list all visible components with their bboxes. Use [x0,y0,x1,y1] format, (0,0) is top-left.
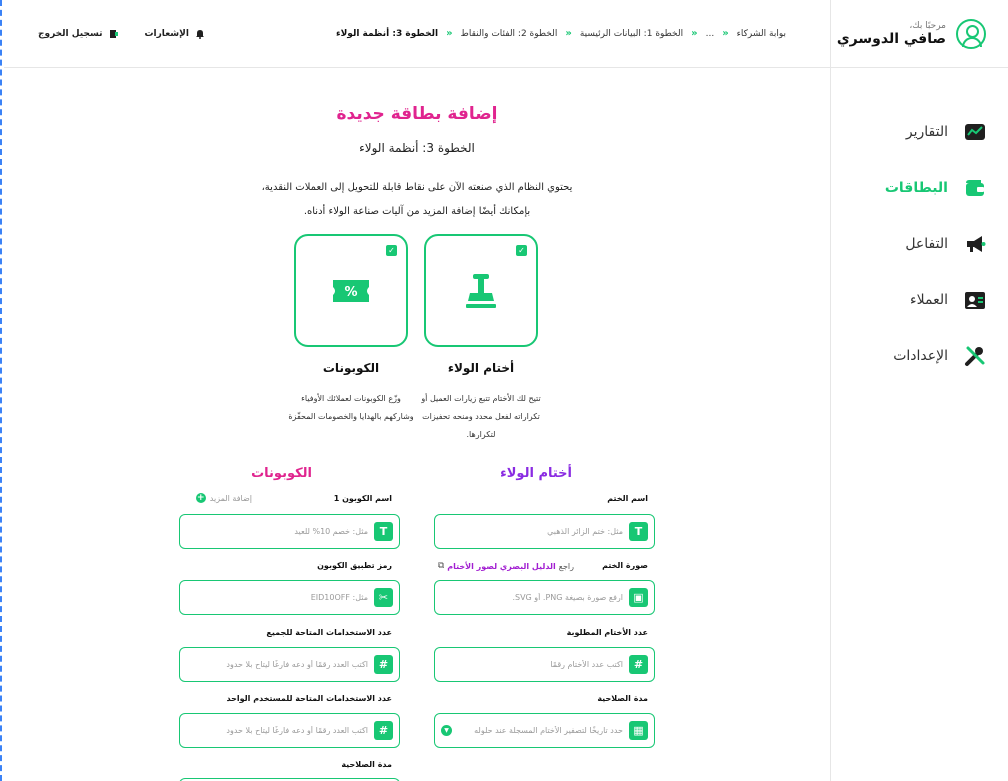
stamp-name-input[interactable] [441,527,629,536]
sidebar-item-settings[interactable] [831,328,1008,384]
coupon-name-field[interactable] [179,514,400,549]
stamp-icon [461,271,501,311]
add-more-button[interactable] [196,493,252,503]
coupons-option-title: الكوبونات [322,361,380,375]
hash-icon: # [374,655,393,674]
coupons-option-description: وزّع الكوبونات لعملائك الأوفياء وشاركهم بالهدايا والخصومات المحفّزة [288,394,414,421]
add-more-label: إضافة المزيد [209,493,252,503]
user-profile[interactable] [831,0,1008,68]
coupon-uses-all-label: عدد الاستخدامات المتاحة للجميع [266,628,392,637]
sidebar-item-reports[interactable] [831,104,1008,160]
stamps-option-card[interactable] [424,234,538,347]
stamp-image-label: صورة الختم [602,561,648,570]
customers-icon [964,289,986,311]
megaphone-icon [964,233,986,255]
stamp-image-field[interactable] [434,580,655,615]
breadcrumb [336,28,786,39]
visual-guide-link[interactable]: الدليل البصري لصور الأختام [447,561,556,571]
sidebar-item-label: التقارير [905,124,948,140]
coupon-name-input[interactable] [186,527,374,536]
stamp-name-field[interactable] [434,514,655,549]
coupon-code-label: رمز تطبيق الكوبون [317,561,392,570]
coupon-name-label: اسم الكوبون 1 [333,494,392,503]
stamps-option-title: أختام الولاء [447,361,515,375]
reports-icon [964,121,986,143]
coupon-validity-label: مدة الصلاحية [341,760,392,769]
bell-icon [195,29,205,39]
chevron-left-icon: « [446,28,453,39]
scissors-icon: ✂ [374,588,393,607]
user-avatar-icon [956,19,986,49]
tools-icon [964,345,986,367]
sidebar [830,0,1008,781]
sidebar-item-label: البطاقات [884,180,948,196]
text-format-icon: T [629,522,648,541]
user-greeting: مرحبًا بك، [909,20,946,31]
plus-icon: + [196,493,205,503]
hash-icon: # [374,721,393,740]
breadcrumb-item[interactable]: الخطوة 1: البيانات الرئيسية [579,28,684,39]
sidebar-item-label: التفاعل [905,236,948,252]
chevron-left-icon: « [722,28,729,39]
main-content [4,68,830,781]
sidebar-item-cards[interactable] [831,160,1008,216]
intro-text [4,176,830,224]
coupon-uses-user-input[interactable] [186,726,374,735]
visual-guide-row [438,561,574,571]
logout-button[interactable] [38,29,119,39]
coupon-code-input[interactable] [186,593,374,602]
guide-prefix: راجع [558,561,574,571]
chevron-left-icon: « [565,28,572,39]
svg-text:%: % [344,284,358,300]
stamp-count-input[interactable] [441,660,629,669]
sidebar-item-label: العملاء [910,292,948,308]
notifications-label: الإشعارات [144,28,189,39]
coupons-section-title: الكوبونات [251,466,312,481]
coupons-option-card[interactable] [294,234,408,347]
wallet-icon [964,177,986,199]
coupon-icon [331,278,371,304]
checkbox-checked-icon[interactable]: ✓ [516,245,527,256]
stamp-image-input[interactable] [441,593,629,602]
stamp-validity-label: مدة الصلاحية [597,694,648,703]
top-actions [38,29,205,39]
logout-label: تسجيل الخروج [38,28,103,39]
page-title: إضافة بطاقة جديدة [336,104,498,124]
notifications-button[interactable] [145,29,205,39]
stamp-validity-field[interactable] [434,713,655,748]
breadcrumb-item[interactable]: بوابة الشركاء [736,28,786,39]
stamps-section-title: أختام الولاء [500,466,572,481]
coupon-uses-all-input[interactable] [186,660,374,669]
top-bar [4,0,830,68]
stamp-count-label: عدد الأختام المطلوبة [566,628,648,637]
coupon-uses-user-label: عدد الاستخدامات المتاحة للمستخدم الواحد [226,694,392,703]
sidebar-item-customers[interactable] [831,272,1008,328]
breadcrumb-item[interactable]: ... [705,28,715,39]
intro-line: بإمكانك أيضًا إضافة المزيد من آليات صناعة الولاء أدناه. [303,206,531,217]
chevron-left-icon: « [691,28,698,39]
calendar-icon: ▦ [629,721,648,740]
external-link-icon[interactable]: ⧉ [437,561,445,571]
sidebar-nav [831,104,1008,384]
stamps-option-description: تتيح لك الأختام تتبع زيارات العميل أو تكراراته لفعل محدد ومنحه تحفيزات لتكرارها. [421,394,541,439]
sidebar-item-engagement[interactable] [831,216,1008,272]
intro-line: يحتوي النظام الذي صنعته الآن على نقاط قابلة للتحويل إلى العملات النقدية، [261,182,573,193]
hash-icon: # [629,655,648,674]
logout-icon [109,29,119,39]
user-name: صافي الدوسري [836,30,946,47]
coupon-code-field[interactable] [179,580,400,615]
checkbox-checked-icon[interactable]: ✓ [386,245,397,256]
chevron-down-icon[interactable]: ▼ [441,725,452,736]
text-format-icon: T [374,522,393,541]
stamp-count-field[interactable] [434,647,655,682]
image-icon: ▣ [629,588,648,607]
coupon-uses-user-field[interactable] [179,713,400,748]
stamp-validity-input[interactable] [452,726,629,735]
page-subtitle: الخطوة 3: أنظمة الولاء [359,141,475,155]
breadcrumb-current: الخطوة 3: أنظمة الولاء [336,28,439,39]
breadcrumb-item[interactable]: الخطوة 2: الفئات والنقاط [460,28,558,39]
stamp-name-label: اسم الختم [607,494,648,503]
coupon-uses-all-field[interactable] [179,647,400,682]
sidebar-item-label: الإعدادات [893,348,948,364]
